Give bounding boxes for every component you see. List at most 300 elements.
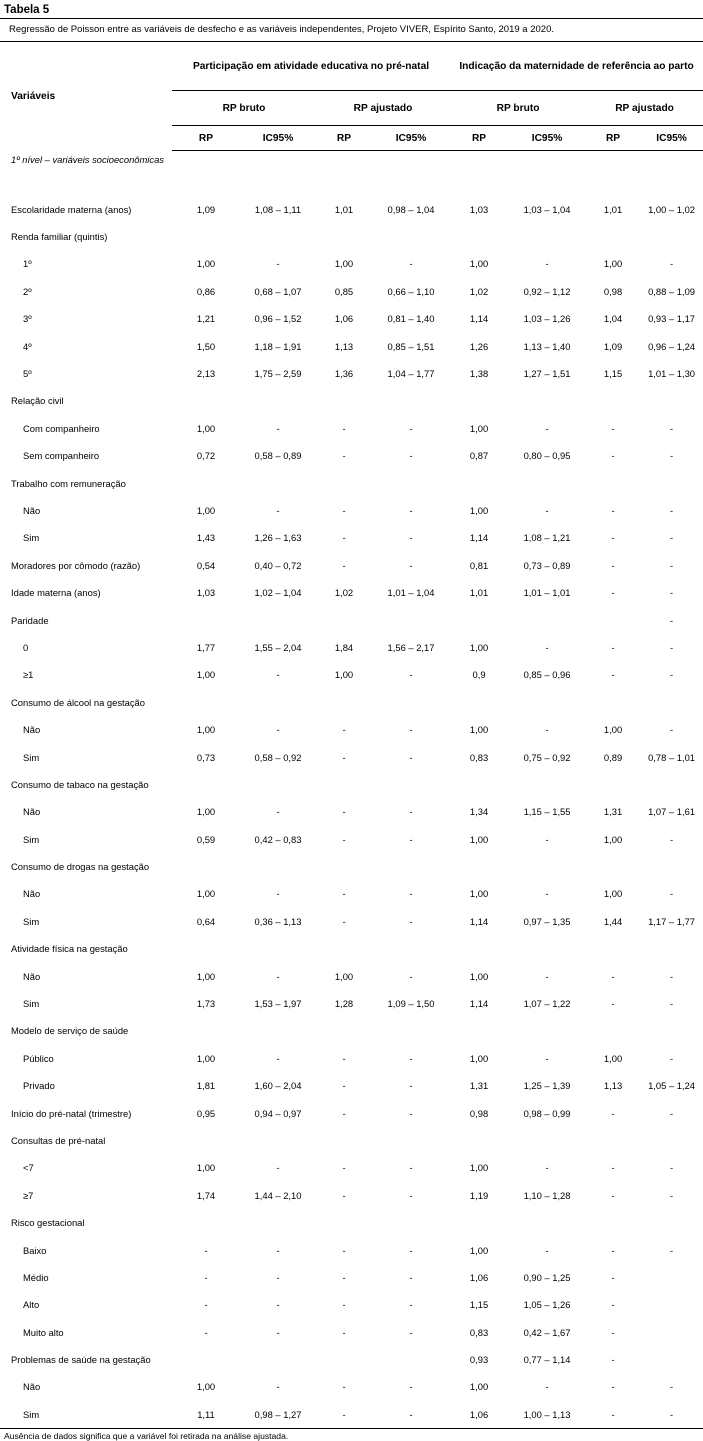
cell-rp: - — [611, 532, 615, 544]
cell-ic95 — [508, 1017, 586, 1044]
cell-ic95: 0,68 – 1,07 — [254, 285, 302, 297]
cell-ic95: 0,90 – 1,25 — [523, 1271, 571, 1283]
cell-rp: 1,06 — [469, 1408, 489, 1420]
header-rp: RP — [172, 126, 240, 151]
cell-ic95 — [640, 223, 703, 250]
cell-rp: 0,9 — [472, 669, 486, 681]
cell-ic95: 0,80 – 0,95 — [523, 450, 571, 462]
cell-ic95: 0,36 – 1,13 — [254, 915, 302, 927]
cell-rp: - — [342, 504, 346, 516]
cell-ic95: 0,58 – 0,92 — [254, 751, 302, 763]
cell-ic95: 1,08 – 1,21 — [523, 532, 571, 544]
cell-rp: 1,81 — [196, 1080, 216, 1092]
cell-ic95: 1,07 – 1,61 — [648, 806, 695, 818]
cell-rp: - — [611, 1408, 615, 1420]
cell-ic95: 0,73 – 0,89 — [523, 559, 571, 571]
cell-ic95: - — [545, 1052, 549, 1064]
cell-ic95 — [240, 935, 316, 962]
row-label: Médio — [23, 1271, 49, 1283]
cell-ic95: 1,05 – 1,26 — [523, 1299, 571, 1311]
cell-rp — [172, 771, 240, 798]
cell-ic95 — [372, 689, 450, 716]
cell-rp: 0,83 — [469, 751, 489, 763]
cell-ic95 — [640, 771, 703, 798]
cell-rp: 1,00 — [196, 888, 216, 900]
cell-ic95: - — [669, 1162, 674, 1174]
cell-rp: 0,93 — [469, 1354, 489, 1366]
cell-ic95: 1,44 – 2,10 — [254, 1189, 302, 1201]
cell-ic95 — [240, 1017, 316, 1044]
cell-ic95: - — [669, 998, 674, 1010]
row-label: Sim — [23, 915, 40, 927]
cell-rp — [172, 935, 240, 962]
cell-rp: 1,15 — [603, 368, 623, 380]
cell-ic95 — [240, 151, 316, 196]
cell-rp: - — [204, 1299, 208, 1311]
cell-rp: - — [611, 1189, 615, 1201]
cell-rp: 1,14 — [469, 313, 489, 325]
cell-ic95 — [508, 935, 586, 962]
cell-ic95: 0,66 – 1,10 — [387, 285, 435, 297]
cell-rp: 1,09 — [603, 340, 623, 352]
row-label: Baixo — [23, 1244, 47, 1256]
cell-ic95: - — [409, 532, 413, 544]
header-rp-ajustado: RP ajustado — [586, 91, 703, 126]
cell-rp: 1,00 — [196, 504, 216, 516]
cell-ic95: - — [669, 970, 674, 982]
cell-rp: 1,00 — [334, 669, 354, 681]
cell-ic95 — [508, 151, 586, 196]
cell-ic95: 1,04 – 1,77 — [387, 368, 435, 380]
table-row — [0, 196, 703, 223]
cell-rp: 0,86 — [196, 285, 216, 297]
cell-ic95 — [640, 1291, 703, 1318]
cell-ic95 — [640, 1209, 703, 1236]
cell-ic95: - — [276, 1299, 280, 1311]
cell-ic95 — [372, 1346, 450, 1373]
cell-ic95: 1,03 – 1,04 — [523, 203, 571, 215]
table-row — [0, 332, 703, 359]
cell-rp: 1,03 — [469, 203, 489, 215]
cell-ic95: - — [545, 833, 549, 845]
cell-ic95: 1,01 – 1,01 — [523, 587, 571, 599]
cell-ic95 — [640, 1127, 703, 1154]
cell-ic95: - — [545, 1244, 549, 1256]
cell-ic95: 1,56 – 2,17 — [387, 641, 435, 653]
cell-ic95 — [508, 606, 586, 633]
cell-ic95 — [640, 387, 703, 414]
cell-rp — [172, 1209, 240, 1236]
cell-rp — [316, 689, 372, 716]
cell-rp: 1,21 — [196, 313, 216, 325]
cell-rp: - — [342, 1381, 346, 1393]
cell-rp: 1,00 — [196, 806, 216, 818]
cell-ic95: - — [276, 422, 280, 434]
cell-ic95: - — [409, 888, 413, 900]
row-label: Consultas de pré-natal — [11, 1134, 106, 1146]
cell-rp: 1,73 — [196, 998, 216, 1010]
cell-ic95: 0,77 – 1,14 — [523, 1354, 571, 1366]
cell-rp: 1,74 — [196, 1189, 216, 1201]
table-row — [0, 962, 703, 989]
cell-rp: 1,00 — [196, 422, 216, 434]
cell-rp — [586, 1127, 640, 1154]
cell-ic95 — [240, 689, 316, 716]
cell-ic95: 0,98 – 1,04 — [387, 203, 435, 215]
cell-ic95: - — [669, 422, 674, 434]
table-row — [0, 1401, 703, 1428]
row-label: ≥1 — [23, 669, 34, 681]
cell-rp: 1,28 — [334, 998, 354, 1010]
cell-ic95: - — [409, 806, 413, 818]
cell-rp — [316, 387, 372, 414]
row-label: 0 — [23, 641, 29, 653]
row-label: Atividade física na gestação — [11, 943, 128, 955]
cell-ic95 — [508, 223, 586, 250]
cell-ic95: 1,07 – 1,22 — [523, 998, 571, 1010]
cell-rp: 1,00 — [196, 724, 216, 736]
cell-ic95: 0,85 – 0,96 — [523, 669, 571, 681]
cell-ic95: 0,42 – 1,67 — [523, 1326, 571, 1338]
table-row — [0, 606, 703, 633]
cell-rp — [450, 1127, 508, 1154]
cell-ic95: 0,98 – 1,27 — [254, 1408, 302, 1420]
cell-rp: 1,00 — [196, 1052, 216, 1064]
cell-rp — [172, 689, 240, 716]
cell-ic95: 1,08 – 1,11 — [254, 203, 302, 215]
row-label: Não — [23, 806, 41, 818]
cell-rp: - — [342, 1326, 346, 1338]
cell-rp — [450, 1209, 508, 1236]
cell-ic95 — [508, 469, 586, 496]
cell-ic95 — [640, 935, 703, 962]
row-label: Consumo de drogas na gestação — [11, 861, 150, 873]
cell-ic95: - — [669, 888, 674, 900]
cell-ic95: - — [669, 1408, 674, 1420]
cell-rp: 0,85 — [334, 285, 354, 297]
row-label: Não — [23, 888, 41, 900]
cell-ic95 — [372, 1127, 450, 1154]
cell-ic95: - — [276, 669, 280, 681]
table-footnote: Ausência de dados significa que a variável foi retirada na análise ajustada. — [0, 1428, 703, 1441]
table-row — [0, 1209, 703, 1236]
cell-ic95: - — [669, 1189, 674, 1201]
cell-ic95: 1,01 – 1,04 — [387, 587, 435, 599]
cell-rp — [586, 1017, 640, 1044]
cell-rp: 1,13 — [603, 1080, 623, 1092]
cell-rp: - — [611, 504, 615, 516]
table-row — [0, 1264, 703, 1291]
cell-rp: - — [204, 1326, 208, 1338]
table-row — [0, 387, 703, 414]
cell-ic95 — [640, 469, 703, 496]
cell-rp: - — [342, 1162, 346, 1174]
table-row — [0, 771, 703, 798]
row-label: Sim — [23, 532, 40, 544]
cell-rp: - — [611, 422, 615, 434]
table-row — [0, 716, 703, 743]
cell-ic95: - — [669, 1052, 674, 1064]
table-row — [0, 360, 703, 387]
cell-ic95: 0,96 – 1,52 — [254, 313, 302, 325]
cell-rp: - — [342, 1080, 346, 1092]
row-label: Sim — [23, 751, 40, 763]
cell-ic95: 1,15 – 1,55 — [523, 806, 571, 818]
cell-rp — [586, 689, 640, 716]
cell-ic95: 1,18 – 1,91 — [254, 340, 302, 352]
cell-ic95 — [640, 1264, 703, 1291]
cell-ic95 — [508, 1209, 586, 1236]
header-rp-bruto: RP bruto — [450, 91, 586, 126]
cell-rp: 1,00 — [469, 258, 489, 270]
cell-ic95: - — [409, 1052, 413, 1064]
row-label: Não — [23, 970, 41, 982]
cell-rp — [316, 771, 372, 798]
cell-rp: 1,38 — [469, 368, 489, 380]
row-label: Idade materna (anos) — [11, 587, 101, 599]
cell-rp: - — [204, 1271, 208, 1283]
regression-table — [0, 42, 703, 1428]
cell-rp: 1,00 — [334, 970, 354, 982]
cell-rp: - — [342, 888, 346, 900]
header-ic95: IC95% — [372, 126, 450, 151]
cell-ic95: 1,13 – 1,40 — [523, 340, 571, 352]
header-variables: Variáveis — [11, 90, 56, 102]
cell-ic95: 1,75 – 2,59 — [254, 368, 302, 380]
cell-rp — [316, 1346, 372, 1373]
cell-ic95: - — [669, 833, 674, 845]
cell-rp: - — [342, 1271, 346, 1283]
cell-ic95: 0,40 – 0,72 — [254, 559, 302, 571]
cell-rp: 1,34 — [469, 806, 489, 818]
cell-ic95: 1,27 – 1,51 — [523, 368, 571, 380]
table-row — [0, 990, 703, 1017]
cell-ic95: - — [545, 724, 549, 736]
cell-rp — [172, 223, 240, 250]
table-row — [0, 634, 703, 661]
cell-rp: - — [342, 1189, 346, 1201]
cell-ic95: - — [409, 1408, 413, 1420]
cell-ic95: - — [276, 1271, 280, 1283]
cell-ic95: - — [276, 1244, 280, 1256]
row-label: Trabalho com remuneração — [11, 477, 126, 489]
row-label: Moradores por cômodo (razão) — [11, 559, 141, 571]
cell-rp: 1,00 — [469, 641, 489, 653]
table-row — [0, 250, 703, 277]
cell-rp: 0,72 — [196, 450, 216, 462]
cell-ic95: - — [409, 915, 413, 927]
cell-rp: 1,43 — [196, 532, 216, 544]
cell-rp: 0,87 — [469, 450, 489, 462]
cell-ic95: - — [409, 450, 413, 462]
cell-ic95 — [640, 1017, 703, 1044]
cell-ic95: - — [409, 504, 413, 516]
cell-ic95: 1,01 – 1,30 — [648, 368, 695, 380]
cell-rp — [450, 606, 508, 633]
cell-ic95: - — [545, 258, 549, 270]
cell-rp: - — [611, 1162, 615, 1174]
row-label: 3º — [23, 313, 32, 325]
cell-rp: 1,00 — [603, 258, 623, 270]
row-label: Privado — [23, 1080, 55, 1092]
table-row — [0, 579, 703, 606]
cell-rp: 0,81 — [469, 559, 489, 571]
cell-rp — [450, 151, 508, 196]
cell-rp: - — [342, 751, 346, 763]
cell-ic95 — [372, 606, 450, 633]
cell-rp — [450, 387, 508, 414]
cell-rp: 0,54 — [196, 559, 216, 571]
table-row — [0, 278, 703, 305]
table-row — [0, 1182, 703, 1209]
cell-rp: 1,50 — [196, 340, 216, 352]
row-label: Público — [23, 1052, 54, 1064]
cell-rp: - — [342, 1408, 346, 1420]
cell-ic95 — [640, 1346, 703, 1373]
cell-ic95: 1,05 – 1,24 — [648, 1080, 695, 1092]
cell-ic95: - — [409, 833, 413, 845]
cell-rp: 1,04 — [603, 313, 623, 325]
row-label: Renda familiar (quintis) — [11, 231, 108, 243]
cell-ic95 — [640, 853, 703, 880]
table-row — [0, 1319, 703, 1346]
row-label: 2º — [23, 285, 32, 297]
cell-rp: 1,01 — [603, 203, 623, 215]
cell-ic95 — [508, 771, 586, 798]
cell-rp: 0,98 — [469, 1107, 489, 1119]
cell-ic95: 0,98 – 0,99 — [523, 1107, 571, 1119]
table-row — [0, 1236, 703, 1263]
cell-rp: 0,83 — [469, 1326, 489, 1338]
cell-rp: - — [342, 559, 346, 571]
cell-rp: - — [342, 450, 346, 462]
row-label: Sim — [23, 998, 40, 1010]
row-label: Consumo de álcool na gestação — [11, 696, 145, 708]
cell-rp: - — [611, 450, 615, 462]
cell-ic95: 0,96 – 1,24 — [648, 340, 695, 352]
cell-rp: 1,00 — [334, 258, 354, 270]
cell-rp: 0,59 — [196, 833, 216, 845]
cell-rp: 1,14 — [469, 915, 489, 927]
cell-ic95 — [240, 1346, 316, 1373]
cell-rp: 1,03 — [196, 587, 216, 599]
cell-ic95: - — [409, 422, 413, 434]
row-label: Muito alto — [23, 1326, 64, 1338]
table-row — [0, 880, 703, 907]
cell-ic95 — [508, 853, 586, 880]
table-row — [0, 798, 703, 825]
row-label: Não — [23, 1381, 41, 1393]
cell-rp: 1,00 — [469, 422, 489, 434]
cell-rp — [450, 771, 508, 798]
header-ic95: IC95% — [640, 126, 703, 151]
cell-ic95: 0,88 – 1,09 — [648, 285, 695, 297]
cell-rp: 1,00 — [469, 970, 489, 982]
table-row — [0, 1346, 703, 1373]
cell-ic95: 1,25 – 1,39 — [523, 1080, 571, 1092]
table-caption: Regressão de Poisson entre as variáveis de desfecho e as variáveis independentes, Projeto VIVER, Espírito Santo, 2019 a 2020. — [0, 18, 703, 42]
cell-rp: 1,31 — [469, 1080, 489, 1092]
table-row — [0, 223, 703, 250]
cell-ic95 — [372, 1017, 450, 1044]
cell-rp: - — [342, 833, 346, 845]
cell-ic95: 0,94 – 0,97 — [254, 1107, 302, 1119]
cell-rp: 1,31 — [603, 806, 623, 818]
cell-ic95: - — [669, 559, 674, 571]
cell-ic95 — [372, 223, 450, 250]
cell-rp — [316, 1127, 372, 1154]
cell-ic95: 1,60 – 2,04 — [254, 1080, 302, 1092]
cell-rp: 1,00 — [603, 724, 623, 736]
cell-ic95 — [372, 151, 450, 196]
table-row — [0, 935, 703, 962]
cell-ic95 — [240, 387, 316, 414]
cell-ic95: - — [545, 504, 549, 516]
cell-ic95: - — [409, 1271, 413, 1283]
table-row — [0, 442, 703, 469]
cell-rp: - — [611, 559, 615, 571]
cell-ic95: - — [669, 450, 674, 462]
table-row — [0, 743, 703, 770]
row-label: ≥7 — [23, 1189, 34, 1201]
cell-ic95: - — [409, 724, 413, 736]
cell-rp: 1,44 — [603, 915, 623, 927]
table-row — [0, 1373, 703, 1400]
row-label: 1º nível – variáveis socioeconômicas — [11, 153, 164, 165]
cell-ic95: - — [276, 888, 280, 900]
cell-ic95: 1,17 – 1,77 — [648, 915, 695, 927]
cell-rp: 1,15 — [469, 1299, 489, 1311]
cell-ic95 — [372, 935, 450, 962]
cell-rp: 1,13 — [334, 340, 354, 352]
cell-rp: 1,00 — [469, 1162, 489, 1174]
row-label: Modelo de serviço de saúde — [11, 1025, 129, 1037]
cell-rp: 1,77 — [196, 641, 216, 653]
cell-rp: - — [342, 1052, 346, 1064]
cell-rp: 1,00 — [196, 669, 216, 681]
cell-ic95: - — [276, 724, 280, 736]
cell-rp — [316, 469, 372, 496]
cell-rp — [316, 853, 372, 880]
cell-rp — [586, 223, 640, 250]
cell-rp: 1,36 — [334, 368, 354, 380]
cell-rp: - — [342, 1244, 346, 1256]
cell-ic95: - — [276, 1052, 280, 1064]
cell-rp: 1,00 — [196, 1381, 216, 1393]
cell-ic95: 0,97 – 1,35 — [523, 915, 571, 927]
cell-rp — [172, 1346, 240, 1373]
cell-rp: 0,64 — [196, 915, 216, 927]
cell-rp: 1,19 — [469, 1189, 489, 1201]
cell-ic95 — [372, 771, 450, 798]
cell-ic95: - — [276, 1326, 280, 1338]
cell-ic95: 0,85 – 1,51 — [387, 340, 435, 352]
row-label: Paridade — [11, 614, 49, 626]
cell-rp — [316, 935, 372, 962]
table-row — [0, 552, 703, 579]
cell-ic95 — [240, 1127, 316, 1154]
cell-ic95: - — [409, 258, 413, 270]
cell-ic95: 1,03 – 1,26 — [523, 313, 571, 325]
cell-rp — [450, 469, 508, 496]
cell-ic95: 1,02 – 1,04 — [254, 587, 302, 599]
cell-ic95: - — [669, 1381, 674, 1393]
cell-ic95: 1,55 – 2,04 — [254, 641, 302, 653]
cell-rp: - — [611, 1354, 615, 1366]
row-label: Escolaridade materna (anos) — [11, 203, 132, 215]
cell-rp — [450, 853, 508, 880]
row-label: Consumo de tabaco na gestação — [11, 778, 149, 790]
